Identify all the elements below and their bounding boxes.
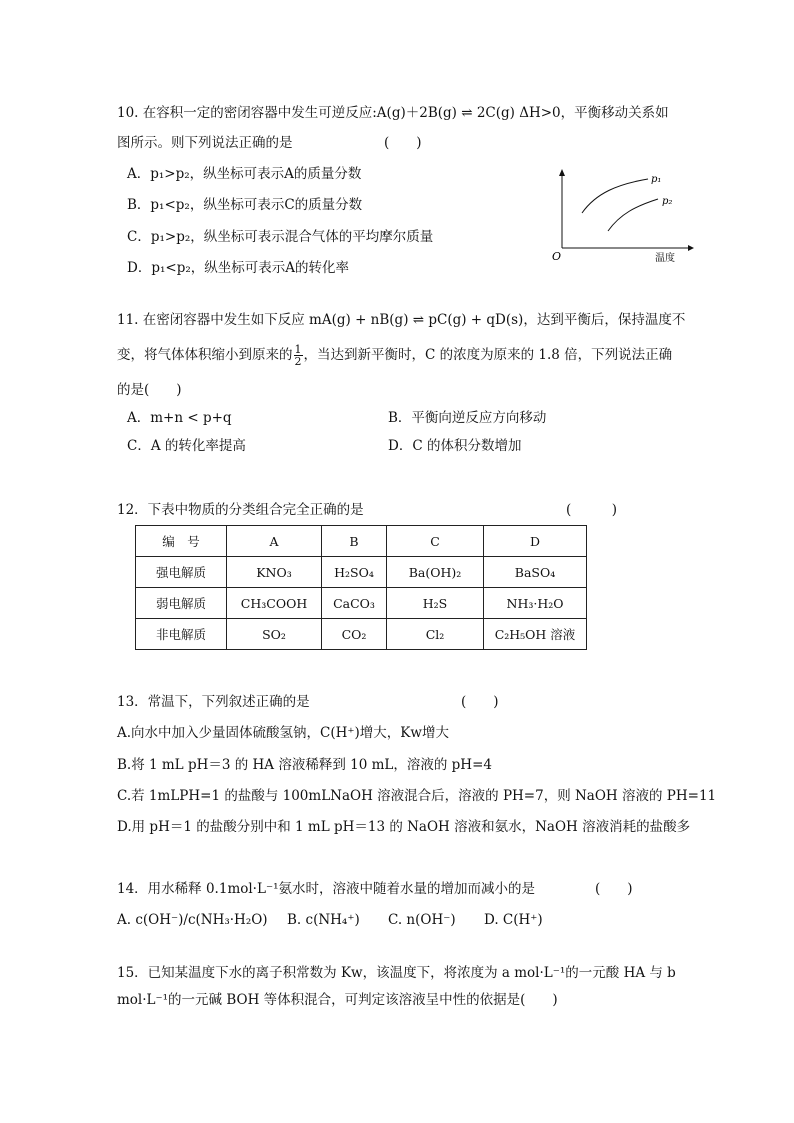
table-cell: CO₂: [322, 619, 387, 650]
q11-fraction: [294, 344, 303, 367]
table-row: [136, 588, 587, 619]
table-cell: NH₃·H₂O: [484, 588, 587, 619]
q14-stem: 14．用水稀释 0.1mol·L⁻¹氨水时，溶液中随着水量的增加而减小的是: [117, 881, 535, 897]
table-cell: H₂S: [387, 588, 484, 619]
table-cell: CH₃COOH: [227, 588, 322, 619]
table-cell: CaCO₃: [322, 588, 387, 619]
q11-option-a: A．m+n < p+q: [127, 410, 232, 426]
table-cell: 非电解质: [136, 619, 227, 650]
q11-stem-line2a: 变，将气体体积缩小到原来的: [117, 347, 293, 363]
q10-answer-paren: ( ): [384, 135, 422, 151]
q10-option-b: B．p₁<p₂，纵坐标可表示C的质量分数: [127, 197, 363, 213]
table-cell: 弱电解质: [136, 588, 227, 619]
q10-stem-line1: 10. 在容积一定的密闭容器中发生可逆反应:A(g)＋2B(g) ⇌ 2C(g) ΔH>0，平衡移动关系如: [117, 105, 669, 121]
q13-option-d: D.用 pH＝1 的盐酸分别中和 1 mL pH＝13 的 NaOH 溶液和氨水，NaOH 溶液消耗的盐酸多: [117, 819, 691, 835]
q10-option-a: A．p₁>p₂，纵坐标可表示A的质量分数: [127, 166, 362, 182]
table-header-cell: B: [322, 526, 387, 557]
q10-stem-line2: 图所示。则下列说法正确的是: [117, 135, 293, 151]
q11-option-d: D．C 的体积分数增加: [388, 438, 522, 454]
table-header-row: [136, 526, 587, 557]
graph-curve2-label: p₂: [662, 196, 673, 207]
q14-answer-paren: ( ): [595, 881, 633, 897]
q10-option-c: C．p₁>p₂，纵坐标可表示混合气体的平均摩尔质量: [127, 229, 434, 245]
q12-stem: 12．下表中物质的分类组合完全正确的是: [117, 502, 364, 518]
q10-graph: [548, 168, 698, 268]
q11-option-c: C．A 的转化率提高: [127, 438, 246, 454]
q11-option-b: B．平衡向逆反应方向移动: [388, 410, 547, 426]
y-axis-arrow-icon: [559, 169, 565, 176]
q13-option-b: B.将 1 mL pH＝3 的 HA 溶液稀释到 10 mL，溶液的 pH=4: [117, 757, 492, 773]
q10-option-d: D．p₁<p₂，纵坐标可表示A的转化率: [127, 260, 349, 276]
q11-stem-line1: 11. 在密闭容器中发生如下反应 mA(g) + nB(g) ⇌ pC(g) + qD(s)，达到平衡后，保持温度不: [117, 312, 686, 328]
table-header-cell: D: [484, 526, 587, 557]
table-cell: 强电解质: [136, 557, 227, 588]
q13-stem: 13．常温下，下列叙述正确的是: [117, 694, 310, 710]
q13-answer-paren: ( ): [461, 694, 499, 710]
table-header-cell: A: [227, 526, 322, 557]
q14-option-a: A. c(OH⁻)/c(NH₃·H₂O): [117, 912, 268, 928]
q11-stem-line2: [117, 344, 672, 367]
q11-stem-line2b: ，当达到新平衡时，C 的浓度为原来的 1.8 倍，下列说法正确: [303, 347, 673, 363]
classification-table: [135, 525, 587, 650]
table-cell: Ba(OH)₂: [387, 557, 484, 588]
q15-stem-line1: 15．已知某温度下水的离子积常数为 Kw，该温度下，将浓度为 a mol·L⁻¹的一元酸 HA 与 b: [117, 965, 676, 981]
q13-option-c: C.若 1mLPH=1 的盐酸与 100mLNaOH 溶液混合后，溶液的 PH=7，则 NaOH 溶液的 PH=11: [117, 788, 717, 804]
table-cell: H₂SO₄: [322, 557, 387, 588]
table-cell: Cl₂: [387, 619, 484, 650]
table-row: [136, 619, 587, 650]
frac-denominator: 2: [294, 355, 302, 368]
table-cell: BaSO₄: [484, 557, 587, 588]
q14-option-d: D. C(H⁺): [484, 912, 543, 928]
table-header-cell: C: [387, 526, 484, 557]
x-axis-arrow-icon: [688, 245, 694, 251]
q11-stem-line3: 的是( ): [117, 382, 182, 398]
q12-answer-paren: ( ): [566, 502, 618, 518]
q14-option-c: C. n(OH⁻): [388, 912, 456, 928]
q14-option-b: B. c(NH₄⁺): [287, 912, 360, 928]
table-cell: SO₂: [227, 619, 322, 650]
graph-curve1-label: p₁: [651, 174, 662, 185]
q13-option-a: A.向水中加入少量固体硫酸氢钠，C(H⁺)增大，Kw增大: [117, 725, 449, 741]
table-row: [136, 557, 587, 588]
frac-numerator: 1: [294, 343, 302, 356]
q15-stem-line2: mol·L⁻¹的一元碱 BOH 等体积混合，可判定该溶液呈中性的依据是( ): [117, 992, 558, 1008]
table-cell: KNO₃: [227, 557, 322, 588]
table-cell: C₂H₅OH 溶液: [484, 619, 587, 650]
graph-origin-label: O: [552, 250, 562, 263]
graph-x-label: 温度: [655, 253, 675, 264]
curve-p1: [582, 179, 648, 213]
table-header-cell: 编 号: [136, 526, 227, 557]
curve-p2: [608, 199, 658, 231]
